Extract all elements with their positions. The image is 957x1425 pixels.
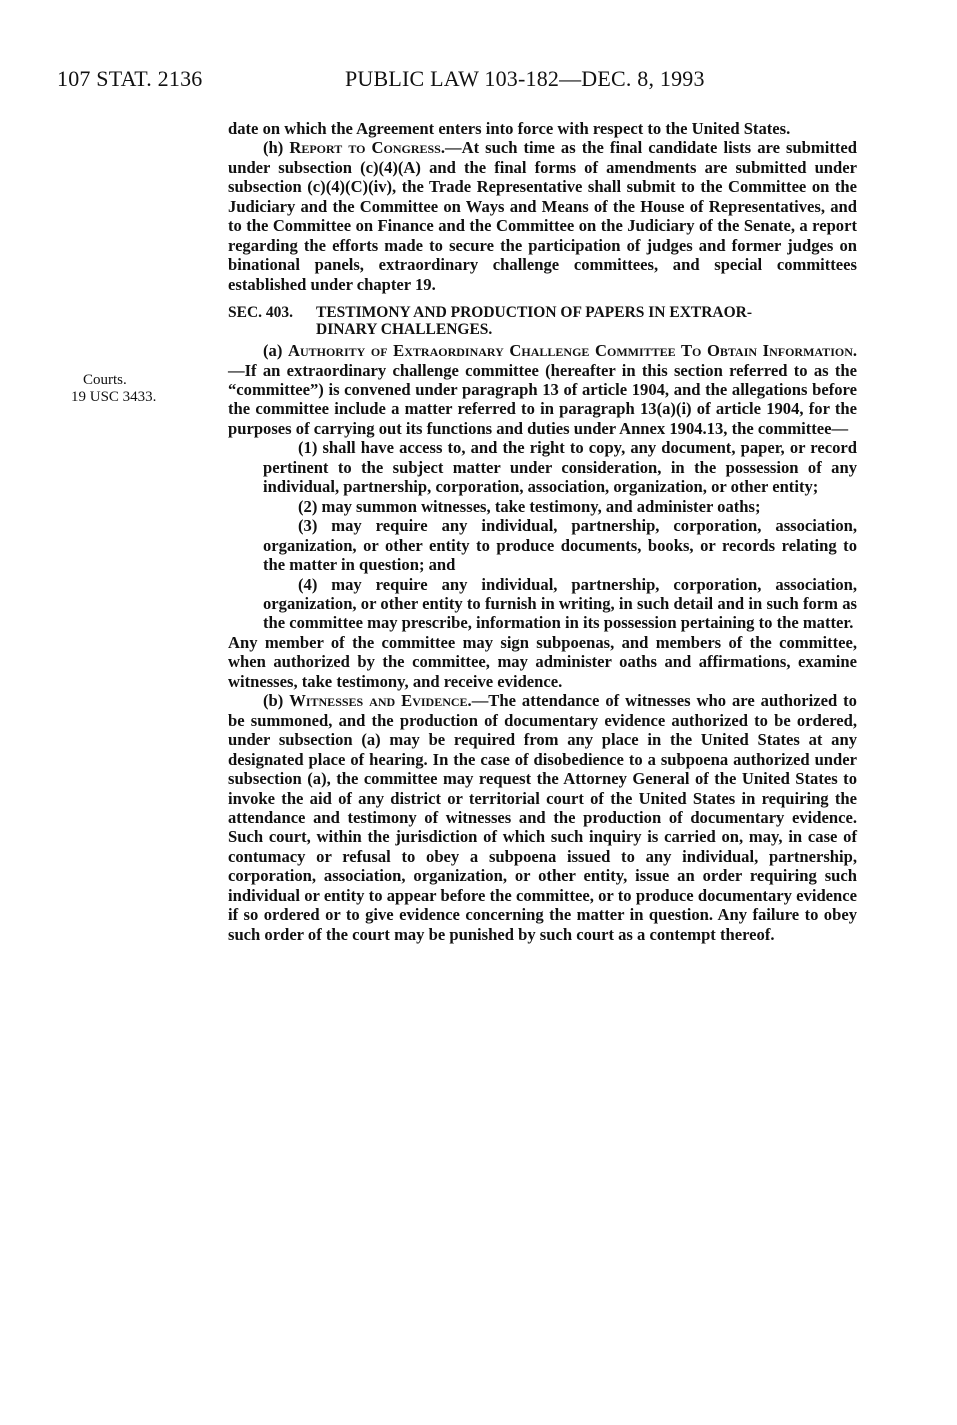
paragraph-h: [228, 138, 857, 294]
paragraph-a-heading: Authority of Extraordinary Challenge Committee To Obtain Information.: [287, 341, 858, 361]
paragraph-a-label: (a): [263, 341, 288, 361]
paragraph-subpoena: Any member of the committee may sign subpoenas, and members of the committee, when authorized by the committee, may administer oaths and affirmations, examine witnesses, take testimony, and receive evidence.: [228, 632, 857, 691]
section-title-line1: TESTIMONY AND PRODUCTION OF PAPERS IN EXTRAOR-: [316, 304, 753, 322]
public-law-citation: PUBLIC LAW 103-182—DEC. 8, 1993: [345, 66, 705, 91]
margin-note-usc: 19 USC 3433.: [71, 389, 157, 405]
paragraph-b-heading: Witnesses and Evidence.: [289, 691, 472, 711]
paragraph-h-heading: Report to Congress.: [289, 138, 445, 158]
list-item-3: (3) may require any individual, partnership, corporation, association, organization, or other entity to produce documents, books, or records relating to the matter in question; and: [263, 516, 857, 575]
stat-citation: 107 STAT. 2136: [57, 66, 203, 91]
page-header: [57, 66, 917, 94]
margin-note: [71, 372, 213, 406]
section-title: [316, 304, 857, 338]
section-heading: [228, 304, 857, 338]
margin-note-courts: Courts.: [83, 372, 127, 388]
paragraph-b-label: (b): [263, 691, 290, 711]
list-item-2: (2) may summon witnesses, take testimony, and administer oaths;: [298, 496, 761, 516]
section-number: SEC. 403.: [228, 304, 294, 322]
paragraph-b: [228, 691, 857, 944]
section-title-line2: DINARY CHALLENGES.: [316, 321, 493, 339]
body-text: [228, 119, 857, 944]
paragraph-h-label: (h): [263, 138, 290, 158]
paragraph-g-continuation: date on which the Agreement enters into force with respect to the United States.: [228, 119, 791, 138]
paragraph-a-text: —If an extraordinary challenge committee (hereafter in this section referred to as the “committee”) is convened under paragraph 13 of article 1904, and the allegations before the committee include a matter referred to in paragraph 13(a)(i) of article 1904, for the purposes of carrying out its functions and duties under Annex 1904.13, the committee—: [228, 360, 857, 438]
list-item-1: (1) shall have access to, and the right to copy, any document, paper, or record pertinent to the subject matter under consideration, in the possession of any individual, partnership, corporation, association, organization, or other entity;: [263, 438, 857, 497]
paragraph-h-text: —At such time as the final candidate lists are submitted under subsection (c)(4)(A) and the final forms of amendments are submitted under subsection (c)(4)(C)(iv), the Trade Representative shall submit to the Committee on the Judiciary and the Committee on Ways and Means of the House of Representatives, and to the Committee on Finance and the Committee on the Judiciary of the Senate, a report regarding the efforts made to secure the participation of judges and former judges on binational panels, extraordinary challenge committees, and special committees established under chapter 19.: [228, 138, 857, 294]
paragraph-a: [228, 341, 857, 438]
paragraph-b-text: —The attendance of witnesses who are authorized to be summoned, and the production of documentary evidence authorized to be ordered, under subsection (a) may be required from any place in the United States at any designated place of hearing. In the case of disobedience to a subpoena authorized under subsection (a), the committee may request the Attorney General of the United States to invoke the aid of any district or territorial court of the United States in requiring the attendance and testimony of witnesses and the production of documentary evidence. Such court, within the jurisdiction of which such inquiry is carried on, may, in case of contumacy or refusal to obey a subpoena issued to any individual, partnership, corporation, association, organization, or other entity, issue an order requiring such individual or entity to appear before the committee, or to produce documentary evidence if so ordered or to give evidence concerning the matter in question. Any failure to obey such order of the court may be punished by such court as a contempt thereof.: [228, 691, 857, 944]
list-item-4: (4) may require any individual, partnership, corporation, association, organization, or other entity to furnish in writing, in such detail and in such form as the committee may prescribe, information in its possession pertaining to the matter.: [263, 574, 857, 633]
